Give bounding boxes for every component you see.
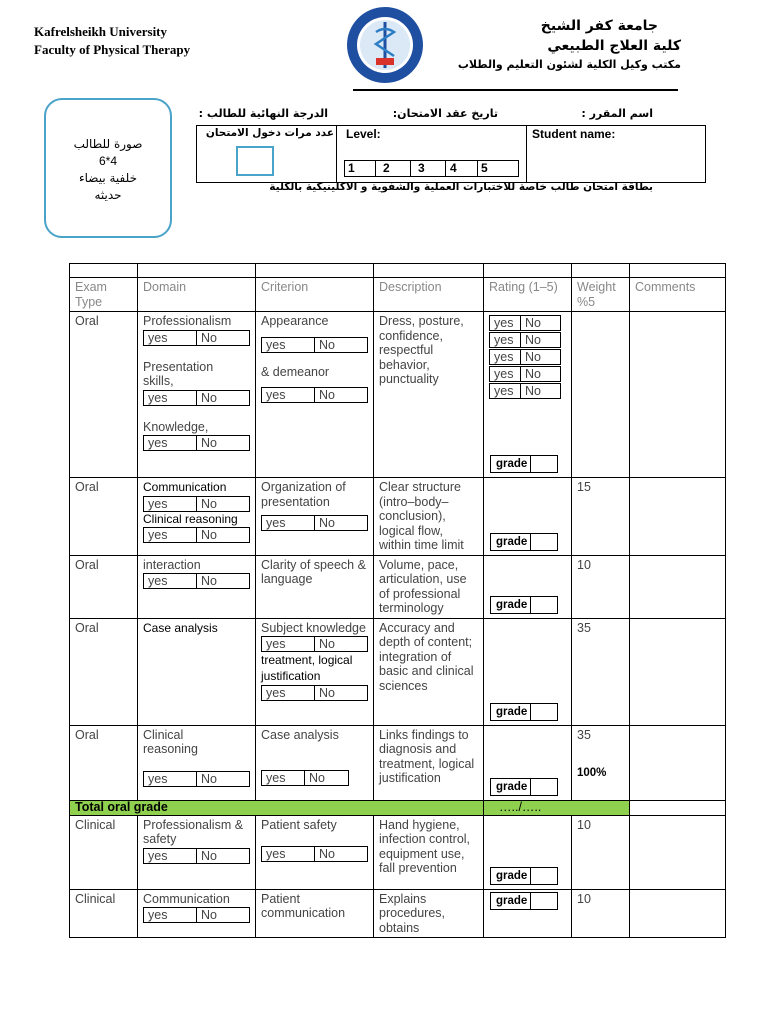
header-domain: Domain [138,278,256,312]
description-cell: Clear structure (intro–body–conclusion), logical flow, within time limit [374,478,484,556]
yes-no-toggle[interactable]: yes No [261,770,349,786]
university-name-en: Kafrelsheikh University [34,24,168,39]
yes-no-toggle[interactable]: yes No [261,337,368,353]
exam-date-label: تاريخ عقد الامتحان: [392,107,498,120]
office-name-ar: مكتب وكيل الكلية لشئون التعليم والطلاب [457,58,681,71]
comments-cell[interactable] [630,725,726,800]
comments-cell[interactable] [630,889,726,938]
table-row [70,312,726,478]
table-row [70,889,726,938]
header-description: Description [374,278,484,312]
exam-type-cell: Oral [70,312,138,478]
card-title: بطاقة امتحان طالب خاصة للاختبارات العملية والشفوية و الاكلينيكية بالكلية [269,181,653,193]
photo-instruction-3: حديثه [94,188,122,202]
table-row [70,618,726,725]
total-row [70,800,726,815]
header-divider [353,89,678,91]
grade-input[interactable]: grade [490,867,558,885]
yes-no-toggle[interactable]: yes No [143,907,250,923]
comments-cell[interactable] [630,312,726,478]
yes-no-toggle[interactable]: yes No [489,383,561,399]
yes-no-toggle[interactable]: yes No [143,848,250,864]
grade-input[interactable]: grade [490,455,558,473]
comments-cell[interactable] [630,618,726,725]
description-cell: Dress, posture, confidence, respectful behavior, punctuality [374,312,484,478]
level-option-2[interactable]: 2 [379,160,411,177]
yes-no-toggle[interactable]: yes No [489,366,561,382]
yes-no-toggle[interactable]: yes No [143,390,250,406]
domain-label: Clinical reasoning [143,727,198,756]
faculty-name-en: Faculty of Physical Therapy [34,42,191,57]
domain-label: Presentation skills, [143,359,214,388]
criterion-label: Subject knowledge [261,620,366,635]
table-row [70,815,726,889]
level-option-1[interactable]: 1 [344,160,376,177]
weight-cell: 10 [572,889,630,938]
photo-instruction-1: صورة للطالب [73,137,143,151]
comments-cell[interactable] [630,555,726,618]
level-option-4[interactable]: 4 [446,160,478,177]
domain-label: Professionalism & safety [143,817,244,846]
domain-cell [138,815,256,889]
yes-no-toggle[interactable]: yes No [489,349,561,365]
domain-cell [138,312,256,478]
yes-no-toggle[interactable]: yes No [261,846,368,862]
table-row [70,555,726,618]
criterion-cell [256,815,374,889]
rating-cell [484,555,572,618]
level-option-3[interactable]: 3 [414,160,446,177]
domain-label: Knowledge, [143,419,209,434]
domain-label: Communication [143,891,230,906]
domain-label: Communication [143,480,227,494]
photo-instruction-2: خلفية بيضاء [79,171,137,185]
comments-cell[interactable] [630,478,726,556]
weight-cell: 35 [572,618,630,725]
comments-cell[interactable] [630,815,726,889]
student-name-input[interactable] [520,143,700,163]
rating-cell [484,725,572,800]
grade-input[interactable]: grade [490,703,558,721]
photo-size: 6*4 [98,154,118,168]
rating-cell [484,815,572,889]
exam-type-cell: Oral [70,618,138,725]
criterion-cell [256,312,374,478]
level-label: Level: [346,127,381,141]
criterion-cell [256,478,374,556]
domain-label: interaction [143,557,201,572]
grade-input[interactable]: grade [490,533,558,551]
final-grade-label: الدرجة النهائية للطالب : [198,107,328,120]
description-cell: Hand hygiene, infection control, equipment use, fall prevention [374,815,484,889]
domain-label: Professionalism [143,314,232,328]
exam-type-cell: Clinical [70,815,138,889]
weight-cell [572,312,630,478]
weight-cell: 10 [572,555,630,618]
domain-label: Case analysis [143,620,218,635]
weight-cell [572,725,630,800]
table-row [70,725,726,800]
total-label: Total oral grade [70,800,484,815]
criterion-label: Appearance [261,314,329,328]
criterion-cell: Patient communication [256,889,374,938]
grade-input[interactable]: grade [490,778,558,796]
course-name-label: اسم المقرر : [581,107,653,120]
rating-cell [484,889,572,938]
description-cell: Accuracy and depth of content; integration of basic and clinical sciences [374,618,484,725]
weight-cell: 15 [572,478,630,556]
domain-cell [138,618,256,725]
domain-cell [138,725,256,800]
exam-type-cell: Oral [70,725,138,800]
criterion-label: Patient safety [261,817,337,832]
description-cell: Explains procedures, obtains [374,889,484,938]
header-comments: Comments [630,278,726,312]
yes-no-toggle[interactable]: yes No [489,315,561,331]
domain-cell [138,478,256,556]
yes-no-toggle[interactable]: yes No [261,515,368,531]
rating-cell [484,312,572,478]
faculty-name-ar: كلية العلاج الطبيعي [547,38,681,54]
rating-cell [484,478,572,556]
header-rating: Rating (1–5) [484,278,572,312]
weight-value: 35 [577,727,591,742]
domain-cell [138,889,256,938]
level-option-5[interactable]: 5 [481,161,488,175]
criterion-label: treatment, logical justification [261,653,353,683]
yes-no-toggle[interactable]: yes No [143,496,250,512]
yes-no-toggle[interactable]: yes No [489,332,561,348]
faculty-logo [346,6,424,84]
header-criterion: Criterion [256,278,374,312]
header-weight: Weight %5 [572,278,630,312]
criterion-cell [256,618,374,725]
criterion-cell: Clarity of speech & language [256,555,374,618]
criterion-label: & demeanor [261,364,330,379]
weight-cell: 10 [572,815,630,889]
yes-no-toggle[interactable]: yes No [261,387,368,403]
yes-no-toggle[interactable]: yes No [261,685,368,701]
assessment-table [69,263,726,938]
criterion-label: Case analysis [261,727,339,742]
total-value[interactable]: …../….. [484,800,630,815]
attempts-input[interactable] [236,146,274,176]
criterion-label: Organization of presentation [261,480,346,509]
yes-no-toggle[interactable]: yes No [143,573,250,589]
grade-input[interactable]: grade [490,596,558,614]
description-cell: Volume, pace, articulation, use of professional terminology [374,555,484,618]
student-photo-box [44,98,172,238]
yes-no-toggle[interactable]: yes No [143,771,250,787]
student-name-label: Student name: [532,127,616,141]
table-row [70,478,726,556]
grade-input[interactable]: grade [490,892,558,910]
rating-cell [484,618,572,725]
weight-total: 100% [577,767,607,779]
header-exam-type: Exam Type [70,278,138,312]
yes-no-toggle[interactable]: yes No [261,636,368,652]
exam-type-cell: Clinical [70,889,138,938]
yes-no-toggle[interactable]: yes No [143,330,250,346]
exam-type-cell: Oral [70,478,138,556]
description-cell: Links findings to diagnosis and treatment, logical justification [374,725,484,800]
university-name-ar: جامعة كفر الشيخ [540,18,658,34]
domain-label: Clinical reasoning [143,511,238,526]
domain-cell [138,555,256,618]
yes-no-toggle[interactable]: yes No [143,435,250,451]
table-header-row [70,278,726,312]
attempts-label: عدد مرات دخول الامتحان [205,127,334,139]
criterion-cell [256,725,374,800]
exam-type-cell: Oral [70,555,138,618]
yes-no-toggle[interactable]: yes No [143,527,250,543]
